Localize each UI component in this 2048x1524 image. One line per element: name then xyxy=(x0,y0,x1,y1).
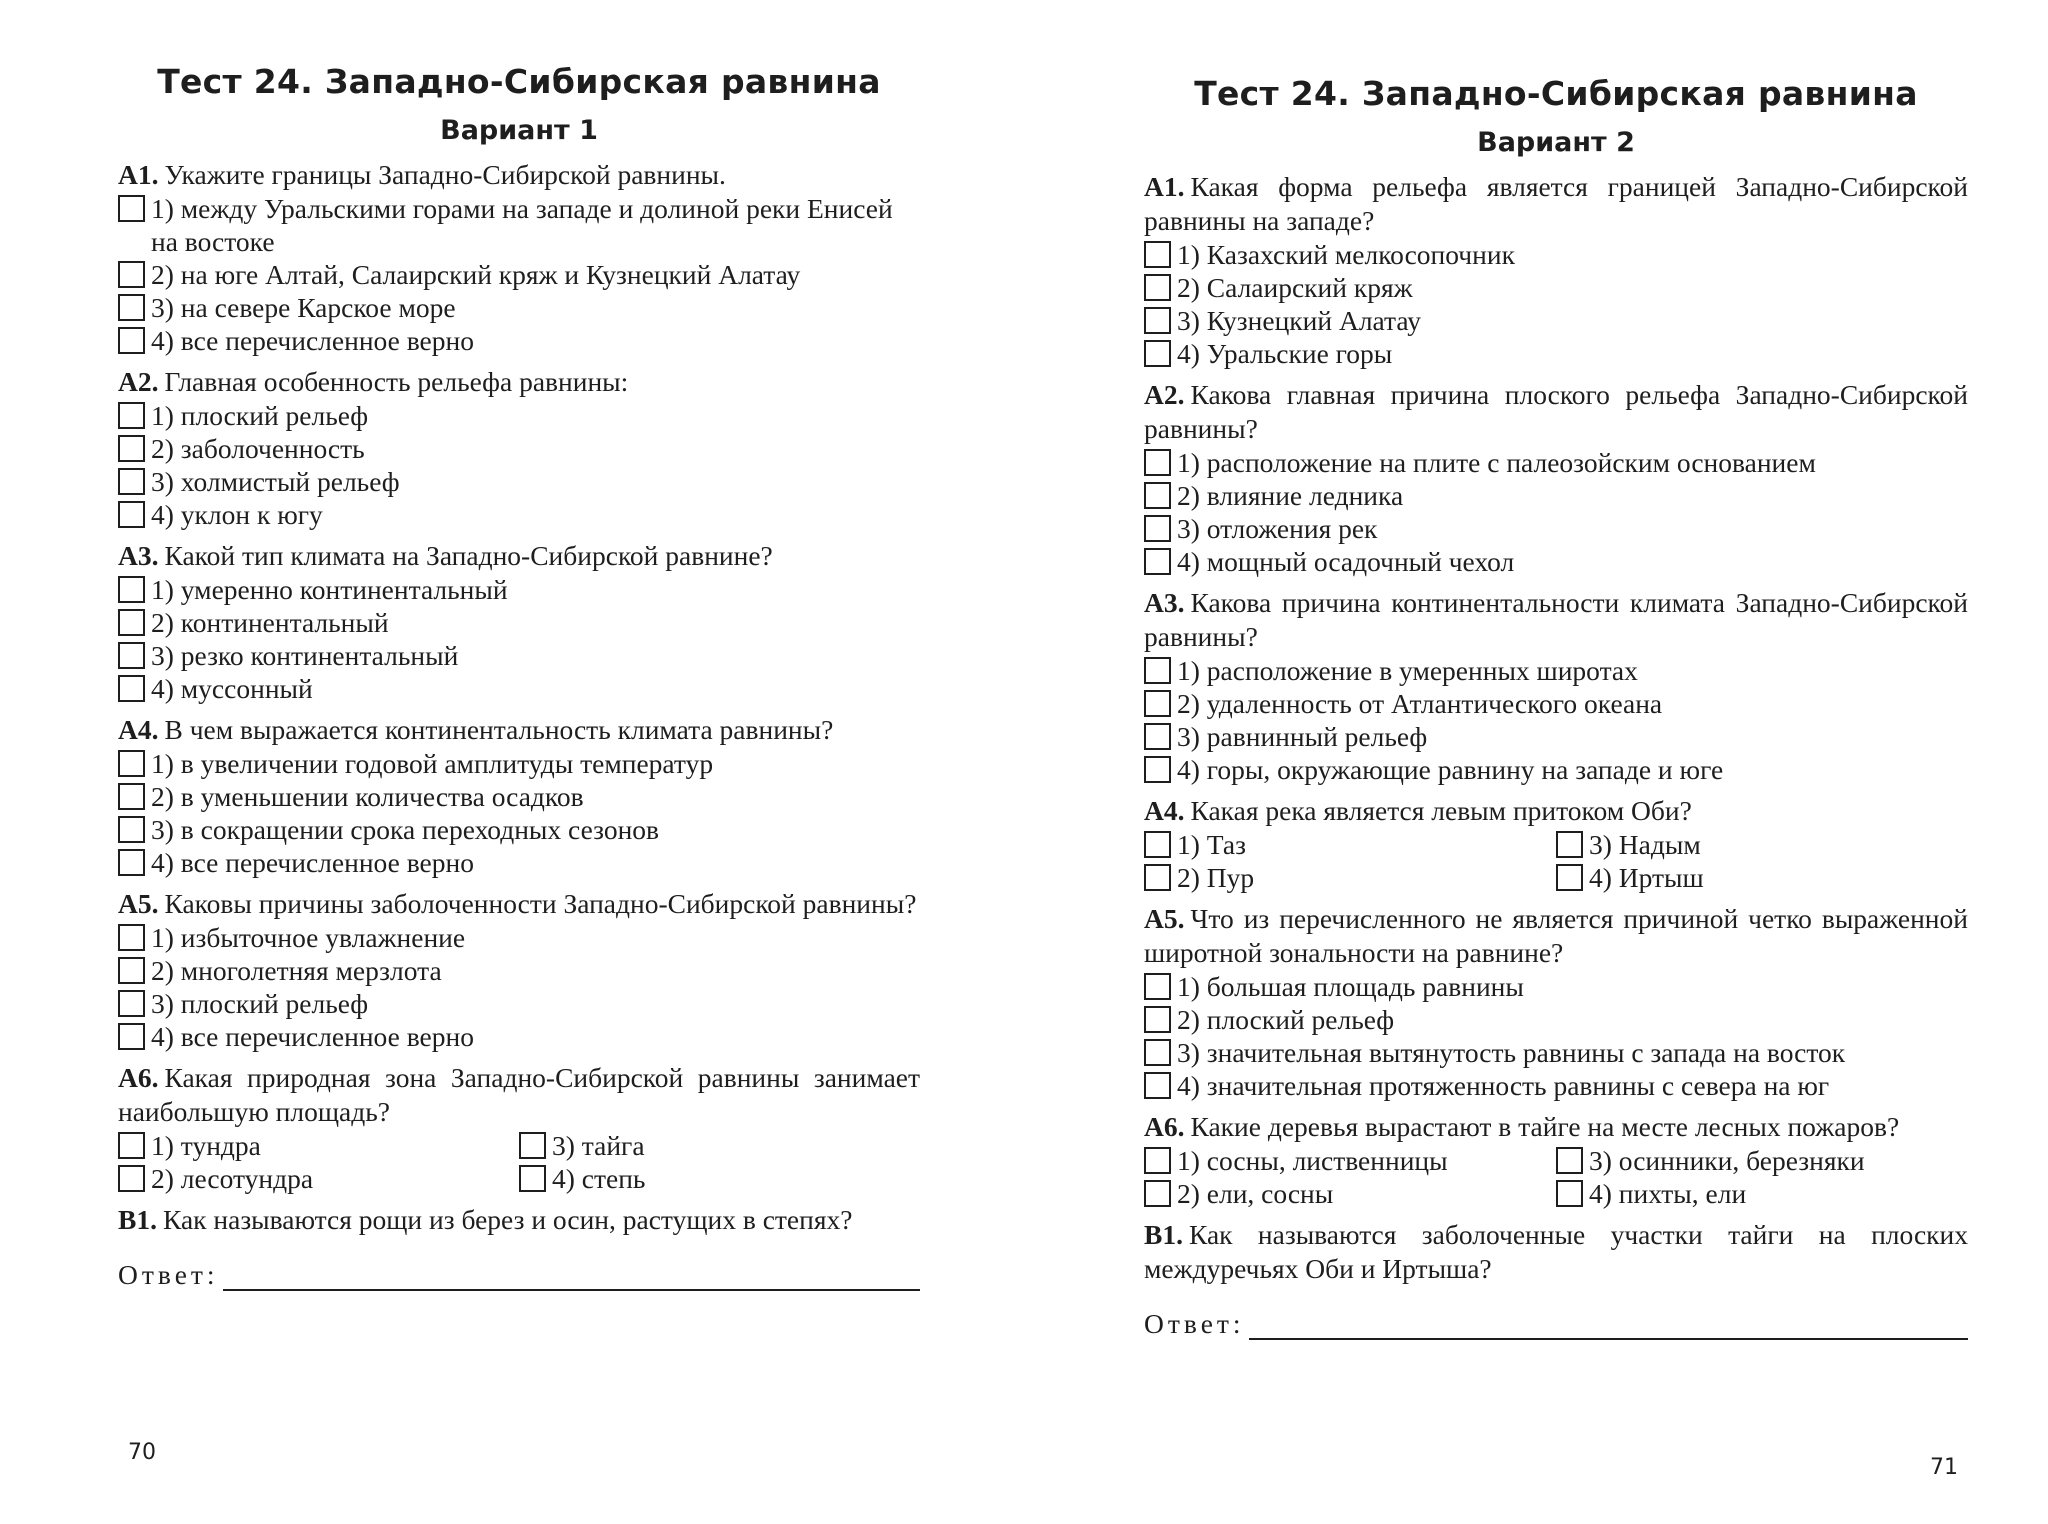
question-text: Какова главная причина плоского рельефа Западно-Сибирской равнины? xyxy=(1144,379,1968,444)
option xyxy=(118,291,920,324)
question-text: Какие деревья вырастают в тайге на месте лесных пожаров? xyxy=(1190,1111,1900,1142)
option xyxy=(1144,479,1968,512)
option-text: 4) Иртыш xyxy=(1589,862,1704,893)
option-text: 2) на юге Алтай, Салаирский кряж и Кузнецкий Алатау xyxy=(151,259,801,290)
variant-label: Вариант 2 xyxy=(1477,127,1635,158)
question-number: А2. xyxy=(1144,379,1185,410)
answer-checkbox[interactable] xyxy=(1144,307,1171,334)
option-text: 2) заболоченность xyxy=(151,433,365,464)
answer-checkbox[interactable] xyxy=(1144,723,1171,750)
option-text: 2) лесотундра xyxy=(151,1163,314,1194)
option-text: 3) равнинный рельеф xyxy=(1177,721,1428,752)
option xyxy=(1144,654,1968,687)
option xyxy=(1144,446,1968,479)
question-number: В1. xyxy=(118,1204,157,1235)
option-text: 4) Уральские горы xyxy=(1177,338,1393,369)
option-text: 3) значительная вытянутость равнины с запада на восток xyxy=(1177,1037,1846,1068)
option-text: 2) влияние ледника xyxy=(1177,480,1404,511)
answer-checkbox[interactable] xyxy=(1144,482,1171,509)
option-text: 3) Надым xyxy=(1589,829,1701,860)
option-text: 1) в увеличении годовой амплитуды температур xyxy=(151,748,714,779)
option xyxy=(1556,828,1968,861)
question-a2 xyxy=(118,365,920,531)
option-text: 3) отложения рек xyxy=(1177,513,1378,544)
option xyxy=(1144,687,1968,720)
option xyxy=(118,987,920,1020)
question-a5 xyxy=(1144,902,1968,1102)
question-number: А1. xyxy=(1144,171,1185,202)
option-text: 3) на севере Карское море xyxy=(151,292,456,323)
option xyxy=(118,258,920,291)
option-text: 1) между Уральскими горами на западе и долиной реки Енисей на востоке xyxy=(151,193,893,257)
question-text: Укажите границы Западно-Сибирской равнины. xyxy=(164,159,726,190)
answer-checkbox[interactable] xyxy=(1144,657,1171,684)
question-number: А6. xyxy=(118,1062,159,1093)
option-text: 3) Кузнецкий Алатау xyxy=(1177,305,1421,336)
option xyxy=(1556,1144,1968,1177)
right-page xyxy=(1024,0,2048,1480)
option-text: 4) все перечисленное верно xyxy=(151,325,474,356)
answer-checkbox[interactable] xyxy=(118,849,145,876)
option xyxy=(118,192,920,258)
option xyxy=(118,498,920,531)
option xyxy=(1144,828,1556,861)
option xyxy=(118,465,920,498)
question-text: В чем выражается континентальность климата равнины? xyxy=(164,714,834,745)
option xyxy=(1144,1036,1968,1069)
option-text: 1) расположение в умеренных широтах xyxy=(1177,655,1638,686)
answer-checkbox[interactable] xyxy=(1144,1072,1171,1099)
option xyxy=(118,573,920,606)
question-number: А2. xyxy=(118,366,159,397)
answer-line[interactable] xyxy=(223,1263,920,1291)
question-a3 xyxy=(118,539,920,705)
question-number: А5. xyxy=(1144,903,1185,934)
question-text: Как называются рощи из берез и осин, растущих в степях? xyxy=(162,1204,853,1235)
options-grid xyxy=(1144,828,1968,894)
answer-label: Ответ: xyxy=(1144,1308,1245,1339)
option-text: 3) осинники, березняки xyxy=(1589,1145,1865,1176)
option xyxy=(1144,337,1968,370)
answer-checkbox[interactable] xyxy=(1144,1147,1171,1174)
question-number: В1. xyxy=(1144,1219,1183,1250)
answer-checkbox[interactable] xyxy=(118,1023,145,1050)
answer-checkbox[interactable] xyxy=(118,1132,145,1159)
answer-checkbox[interactable] xyxy=(118,327,145,354)
answer-checkbox[interactable] xyxy=(118,609,145,636)
option-text: 4) мощный осадочный чехол xyxy=(1177,546,1515,577)
left-page xyxy=(0,0,1024,1465)
option-text: 2) плоский рельеф xyxy=(1177,1004,1395,1035)
option-text: 1) сосны, лиственницы xyxy=(1177,1145,1448,1176)
answer-field xyxy=(118,1259,920,1291)
option xyxy=(118,1129,519,1162)
answer-checkbox[interactable] xyxy=(1144,831,1171,858)
question-text: Что из перечисленного не является причиной четко выраженной широтной зональности на равнине? xyxy=(1144,903,1968,968)
page-number: 71 xyxy=(1930,1455,1958,1480)
question-text: Главная особенность рельефа равнины: xyxy=(164,366,629,397)
answer-checkbox[interactable] xyxy=(118,195,145,222)
question-a5 xyxy=(118,887,920,1053)
answer-checkbox[interactable] xyxy=(1144,515,1171,542)
variant-label: Вариант 1 xyxy=(440,115,598,146)
option xyxy=(1144,271,1968,304)
answer-checkbox[interactable] xyxy=(519,1132,546,1159)
option-text: 1) умеренно континентальный xyxy=(151,574,508,605)
option xyxy=(1144,1177,1556,1210)
answer-checkbox[interactable] xyxy=(1144,274,1171,301)
option xyxy=(519,1129,920,1162)
option xyxy=(118,672,920,705)
option xyxy=(118,813,920,846)
question-a6 xyxy=(118,1061,920,1195)
answer-checkbox[interactable] xyxy=(118,642,145,669)
option xyxy=(1144,1003,1968,1036)
answer-checkbox[interactable] xyxy=(1144,340,1171,367)
options-grid xyxy=(1144,1144,1968,1210)
option-text: 4) горы, окружающие равнину на западе и юге xyxy=(1177,754,1724,785)
option xyxy=(1144,861,1556,894)
option xyxy=(118,747,920,780)
option xyxy=(118,780,920,813)
answer-checkbox[interactable] xyxy=(1144,548,1171,575)
option-text: 1) Казахский мелкосопочник xyxy=(1177,239,1515,270)
option xyxy=(118,1020,920,1053)
option-text: 4) все перечисленное верно xyxy=(151,1021,474,1052)
option xyxy=(118,639,920,672)
answer-checkbox[interactable] xyxy=(118,924,145,951)
option-text: 2) ели, сосны xyxy=(1177,1178,1334,1209)
answer-checkbox[interactable] xyxy=(1144,449,1171,476)
option xyxy=(1144,304,1968,337)
answer-checkbox[interactable] xyxy=(118,675,145,702)
option-text: 3) плоский рельеф xyxy=(151,988,369,1019)
option xyxy=(118,1162,519,1195)
option-text: 3) резко континентальный xyxy=(151,640,459,671)
answer-checkbox[interactable] xyxy=(1556,1180,1583,1207)
question-text: Какова причина континентальности климата Западно-Сибирской равнины? xyxy=(1144,587,1968,652)
question-a1 xyxy=(118,158,920,357)
option xyxy=(1144,238,1968,271)
option xyxy=(118,324,920,357)
answer-checkbox[interactable] xyxy=(519,1165,546,1192)
option xyxy=(1144,970,1968,1003)
question-a6 xyxy=(1144,1110,1968,1210)
option xyxy=(1144,753,1968,786)
answer-checkbox[interactable] xyxy=(1144,1039,1171,1066)
option-text: 2) континентальный xyxy=(151,607,389,638)
question-number: А3. xyxy=(118,540,159,571)
option xyxy=(1144,1069,1968,1102)
question-number: А6. xyxy=(1144,1111,1185,1142)
question-text: Какая река является левым притоком Оби? xyxy=(1190,795,1692,826)
option-text: 1) плоский рельеф xyxy=(151,400,369,431)
question-text: Какая форма рельефа является границей Западно-Сибирской равнины на западе? xyxy=(1144,171,1968,236)
option-text: 1) избыточное увлажнение xyxy=(151,922,466,953)
answer-checkbox[interactable] xyxy=(118,816,145,843)
question-number: А1. xyxy=(118,159,159,190)
answer-field xyxy=(1144,1308,1968,1340)
option xyxy=(118,399,920,432)
answer-checkbox[interactable] xyxy=(1556,864,1583,891)
option xyxy=(1144,720,1968,753)
answer-checkbox[interactable] xyxy=(118,576,145,603)
option xyxy=(1144,512,1968,545)
test-title: Тест 24. Западно-Сибирская равнина xyxy=(1194,74,1918,113)
option-text: 3) холмистый рельеф xyxy=(151,466,400,497)
option-text: 4) значительная протяженность равнины с севера на юг xyxy=(1177,1070,1830,1101)
option-text: 4) все перечисленное верно xyxy=(151,847,474,878)
option-text: 1) расположение на плите с палеозойским основанием xyxy=(1177,447,1816,478)
answer-checkbox[interactable] xyxy=(118,990,145,1017)
option-text: 1) Таз xyxy=(1177,829,1246,860)
answer-checkbox[interactable] xyxy=(118,501,145,528)
option xyxy=(118,846,920,879)
question-a4 xyxy=(1144,794,1968,894)
option-text: 4) пихты, ели xyxy=(1589,1178,1747,1209)
option-text: 4) степь xyxy=(552,1163,646,1194)
option-text: 2) в уменьшении количества осадков xyxy=(151,781,584,812)
answer-checkbox[interactable] xyxy=(118,402,145,429)
option-text: 1) тундра xyxy=(151,1130,261,1161)
question-a1 xyxy=(1144,170,1968,370)
option xyxy=(519,1162,920,1195)
options-grid xyxy=(118,1129,920,1195)
answer-checkbox[interactable] xyxy=(118,435,145,462)
option-text: 3) в сокращении срока переходных сезонов xyxy=(151,814,660,845)
answer-checkbox[interactable] xyxy=(1144,1180,1171,1207)
question-number: А3. xyxy=(1144,587,1185,618)
answer-checkbox[interactable] xyxy=(1144,241,1171,268)
answer-checkbox[interactable] xyxy=(118,783,145,810)
answer-line[interactable] xyxy=(1249,1312,1968,1340)
option-text: 2) Пур xyxy=(1177,862,1255,893)
answer-checkbox[interactable] xyxy=(1144,864,1171,891)
answer-checkbox[interactable] xyxy=(118,750,145,777)
option xyxy=(118,954,920,987)
option-text: 2) многолетняя мерзлота xyxy=(151,955,442,986)
answer-checkbox[interactable] xyxy=(1556,1147,1583,1174)
question-text: Каковы причины заболоченности Западно-Сибирской равнины? xyxy=(164,888,917,919)
option-text: 1) большая площадь равнины xyxy=(1177,971,1524,1002)
question-number: А4. xyxy=(1144,795,1185,826)
option-text: 3) тайга xyxy=(552,1130,645,1161)
answer-checkbox[interactable] xyxy=(1144,1006,1171,1033)
answer-checkbox[interactable] xyxy=(1556,831,1583,858)
option-text: 4) муссонный xyxy=(151,673,313,704)
question-b1 xyxy=(118,1203,920,1291)
test-title: Тест 24. Западно-Сибирская равнина xyxy=(157,62,881,101)
question-a4 xyxy=(118,713,920,879)
answer-checkbox[interactable] xyxy=(118,1165,145,1192)
question-number: А5. xyxy=(118,888,159,919)
question-a3 xyxy=(1144,586,1968,786)
answer-checkbox[interactable] xyxy=(118,261,145,288)
question-text: Какая природная зона Западно-Сибирской равнины занимает наибольшую площадь? xyxy=(118,1062,920,1127)
answer-checkbox[interactable] xyxy=(118,294,145,321)
option-text: 4) уклон к югу xyxy=(151,499,323,530)
answer-checkbox[interactable] xyxy=(1144,756,1171,783)
option xyxy=(118,432,920,465)
page-number: 70 xyxy=(128,1440,156,1465)
answer-label: Ответ: xyxy=(118,1259,219,1290)
question-text: Какой тип климата на Западно-Сибирской равнине? xyxy=(164,540,773,571)
question-a2 xyxy=(1144,378,1968,578)
option xyxy=(1556,861,1968,894)
option xyxy=(1556,1177,1968,1210)
answer-checkbox[interactable] xyxy=(118,468,145,495)
option xyxy=(118,606,920,639)
option-text: 2) Салаирский кряж xyxy=(1177,272,1413,303)
question-text: Как называются заболоченные участки тайги на плоских междуречьях Оби и Иртыша? xyxy=(1144,1219,1968,1284)
option xyxy=(118,921,920,954)
question-number: А4. xyxy=(118,714,159,745)
option-text: 2) удаленность от Атлантического океана xyxy=(1177,688,1663,719)
answer-checkbox[interactable] xyxy=(1144,690,1171,717)
answer-checkbox[interactable] xyxy=(118,957,145,984)
option xyxy=(1144,1144,1556,1177)
answer-checkbox[interactable] xyxy=(1144,973,1171,1000)
option xyxy=(1144,545,1968,578)
question-b1 xyxy=(1144,1218,1968,1340)
